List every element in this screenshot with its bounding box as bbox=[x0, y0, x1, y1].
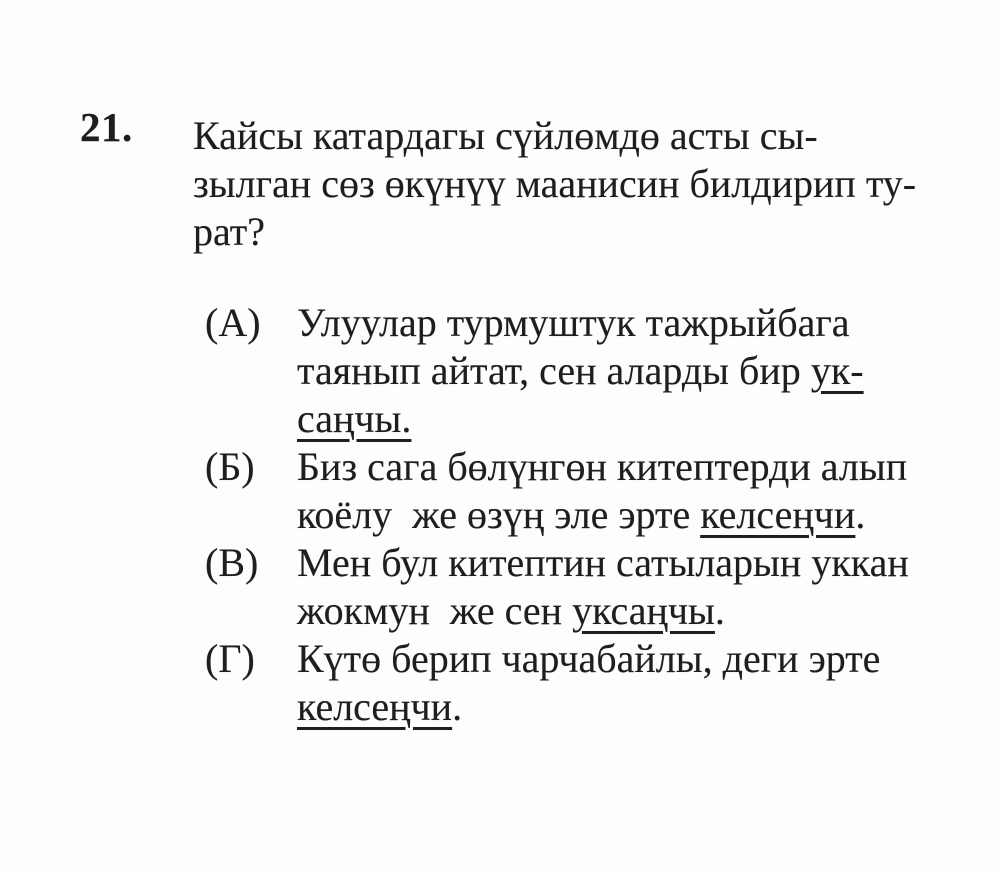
option-line bbox=[297, 443, 907, 491]
question-block bbox=[0, 0, 1000, 256]
underlined-word: келсеңчи bbox=[297, 684, 453, 729]
text-segment: Күтө берип чарчабайлы, деги эрте bbox=[297, 636, 881, 681]
question-line-2: зылган сөз өкүнүү маанисин билдирип ту- bbox=[193, 161, 917, 206]
question-number: 21. bbox=[80, 104, 133, 150]
option-line bbox=[297, 683, 880, 731]
option-label-g: (Г) bbox=[205, 636, 255, 681]
option-row-a bbox=[205, 299, 1000, 443]
option-label-b: (Б) bbox=[205, 444, 255, 489]
text-segment: . bbox=[452, 684, 463, 729]
underlined-word: келсеңчи bbox=[700, 492, 856, 537]
option-line bbox=[297, 635, 880, 683]
text-segment: Биз сага бөлүнгөн китептерди алып bbox=[297, 444, 908, 489]
option-line bbox=[297, 587, 909, 635]
underlined-word: уксаңчы bbox=[572, 588, 715, 633]
text-segment: . bbox=[714, 588, 725, 633]
option-row-b bbox=[205, 443, 1000, 539]
option-label-v: (В) bbox=[205, 540, 259, 585]
text-segment: Мен бул китептин сатыларын уккан bbox=[297, 540, 909, 585]
option-line bbox=[297, 395, 864, 443]
option-text-a bbox=[297, 299, 864, 443]
option-row-v bbox=[205, 539, 1000, 635]
text-segment: жокмун же сен bbox=[297, 588, 573, 633]
option-line bbox=[297, 299, 864, 347]
option-text-v bbox=[297, 539, 909, 635]
option-line bbox=[297, 491, 907, 539]
option-line bbox=[297, 347, 864, 395]
answer-options bbox=[0, 299, 1000, 731]
option-text-b bbox=[297, 443, 907, 539]
option-row-g bbox=[205, 635, 1000, 731]
option-text-g bbox=[297, 635, 880, 731]
underlined-word: саңчы. bbox=[297, 396, 412, 441]
option-label-a: (А) bbox=[205, 300, 261, 345]
question-line-3: рат? bbox=[193, 209, 265, 254]
text-segment: . bbox=[855, 492, 866, 537]
text-segment: Улуулар турмуштук тажрыйбага bbox=[297, 300, 850, 345]
question-line-1: Кайсы катардагы сүйлөмдө асты сы- bbox=[193, 113, 818, 158]
option-line bbox=[297, 539, 909, 587]
underlined-word: ук- bbox=[810, 348, 864, 393]
question-text bbox=[193, 112, 916, 256]
text-segment: таянып айтат, сен аларды бир bbox=[297, 348, 811, 393]
text-segment: коёлу же өзүң эле эрте bbox=[297, 492, 701, 537]
